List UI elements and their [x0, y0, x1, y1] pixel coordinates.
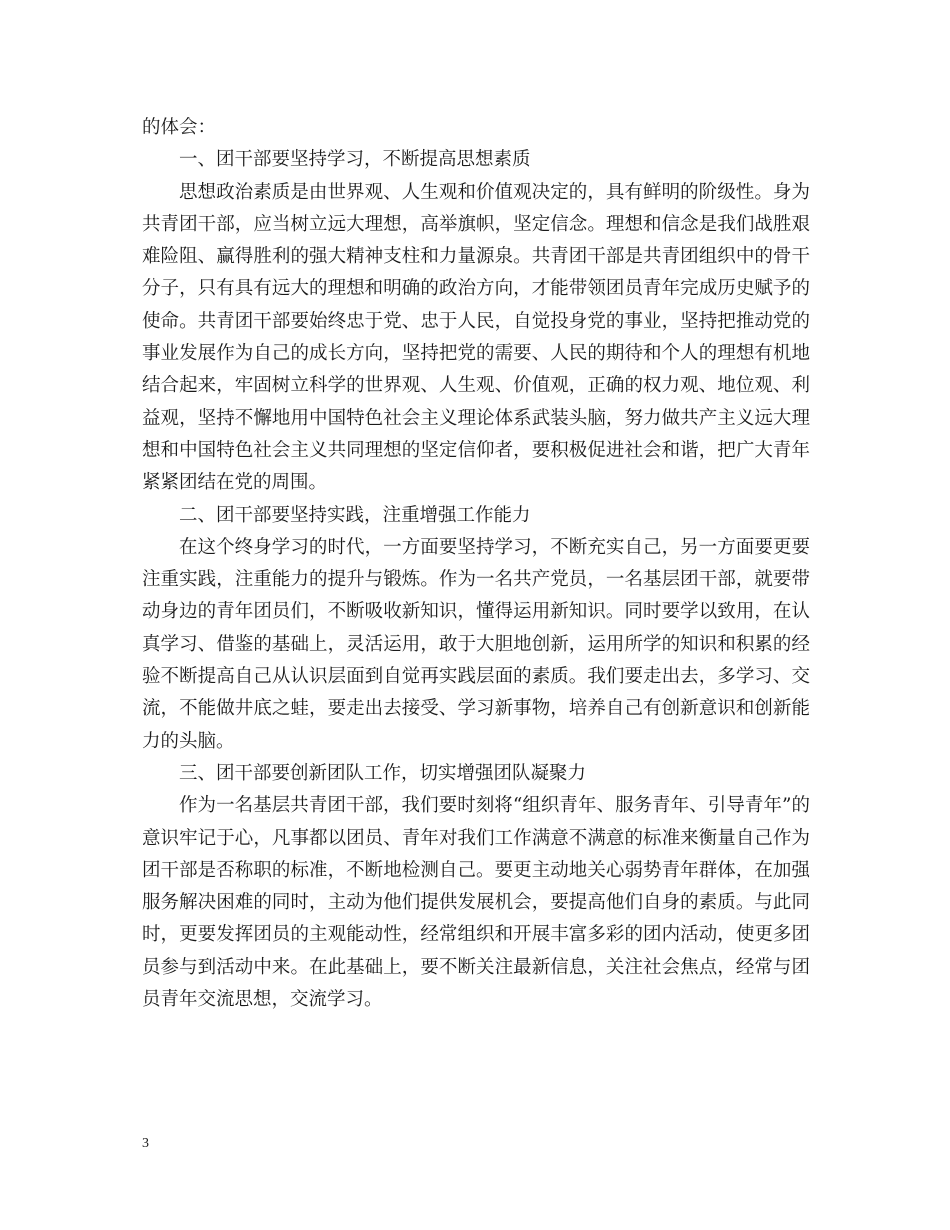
section-1-paragraph: 思想政治素质是由世界观、人生观和价值观决定的，具有鲜明的阶级性。身为共青团干部，应当树立远大理想，高举旗帜，坚定信念。理想和信念是我们战胜艰难险阻、赢得胜利的强大精神支柱和力量源泉。共青团干部是共青团组织中的骨干分子，只有具有远大的理想和明确的政治方向，才能带领团员青年完成历史赋予的使命。共青团干部要始终忠于党、忠于人民，自觉投身党的事业，坚持把推动党的事业发展作为自己的成长方向，坚持把党的需要、人民的期待和个人的理想有机地结合起来，牢固树立科学的世界观、人生观、价值观，正确的权力观、地位观、利益观，坚持不懈地用中国特色社会主义理论体系武装头脑，努力做共产主义远大理想和中国特色社会主义共同理想的坚定信仰者，要积极促进社会和谐，把广大青年紧紧团结在党的周围。: [142, 181, 810, 494]
continuation-text: 的体会：: [142, 117, 217, 138]
section-3-paragraph: 作为一名基层共青团干部，我们要时刻将“组织青年、服务青年、引导青年”的意识牢记于心，凡事都以团员、青年对我们工作满意不满意的标准来衡量自己作为团干部是否称职的标准，不断地检测自己。要更主动地关心弱势青年群体，在加强服务解决困难的同时，主动为他们提供发展机会，要提高他们自身的素质。与此同时，更要发挥团员的主观能动性，经常组织和开展丰富多彩的团内活动，使更多团员参与到活动中来。在此基础上，要不断关注最新信息，关注社会焦点，经常与团员青年交流思想，交流学习。: [142, 795, 810, 1011]
page-number: 3: [142, 1136, 149, 1151]
document-body: [142, 112, 810, 1016]
section-1-heading: 一、团干部要坚持学习，不断提高思想素质: [179, 149, 531, 171]
section-2-heading: 二、团干部要坚持实践，注重增强工作能力: [179, 504, 531, 526]
section-3-heading: 三、团干部要创新团队工作，切实增强团队凝聚力: [179, 762, 587, 784]
section-2-paragraph: 在这个终身学习的时代，一方面要坚持学习，不断充实自己，另一方面要更要注重实践，注重能力的提升与锻炼。作为一名共产党员，一名基层团干部，就要带动身边的青年团员们，不断吸收新知识，懂得运用新知识。同时要学以致用，在认真学习、借鉴的基础上，灵活运用，敢于大胆地创新，运用所学的知识和积累的经验不断提高自己从认识层面到自觉再实践层面的素质。我们要走出去，多学习、交流，不能做井底之蛙，要走出去接受、学习新事物，培养自己有创新意识和创新能力的头脑。: [142, 536, 810, 752]
